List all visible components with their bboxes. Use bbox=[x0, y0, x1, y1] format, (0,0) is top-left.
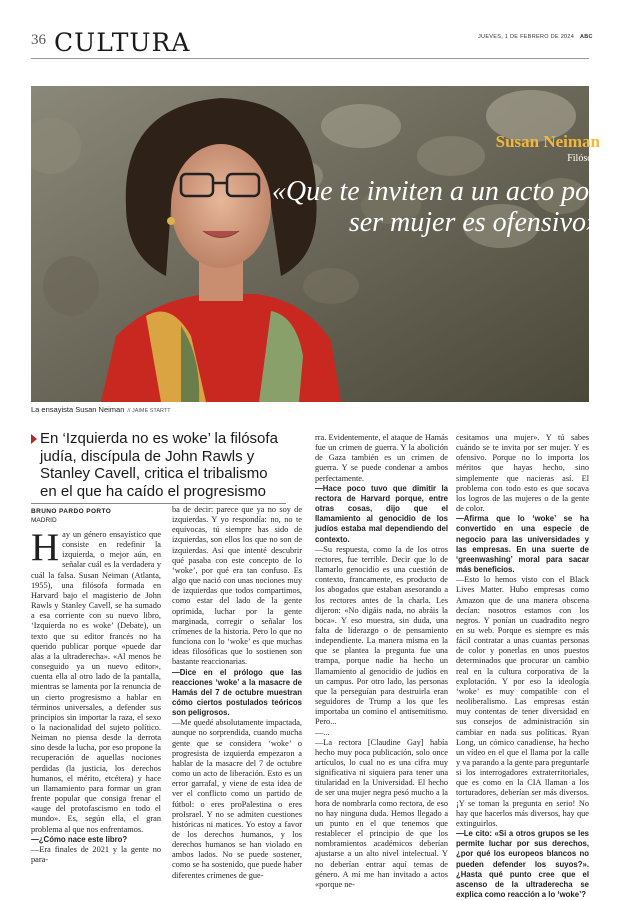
body-column-2 bbox=[172, 505, 302, 881]
interviewee-role: Filósofa bbox=[567, 153, 600, 164]
photo-credit: // JAIME STARTT bbox=[127, 408, 171, 414]
body-paragraph: —Era finales de 2021 y la gente no para- bbox=[31, 844, 161, 864]
drop-cap: H bbox=[31, 526, 60, 569]
name-overlay bbox=[496, 132, 600, 164]
photo-caption bbox=[31, 405, 171, 414]
brand-mark: ABC bbox=[579, 34, 593, 40]
caption-text: La ensayista Susan Neiman bbox=[31, 405, 125, 414]
body-paragraph: rra. Evidentemente, el ataque de Hamás fue un crimen de guerra. Y la abolición de Gaza también es un crimen de guerra. Y se puede condenar a ambos perfectamente. bbox=[315, 433, 448, 483]
body-column-1 bbox=[31, 526, 161, 865]
interview-question: —Le cito: «Si a otros grupos se les permite luchar por sus derechos, ¿por qué los europeos blancos no pueden defender los suyos?». ¿Hasta qué punto cree que el ascenso de la ultraderecha se explica como reacción a lo ‘woke’? bbox=[456, 829, 589, 900]
body-paragraph: ba de decir: parece que ya no soy de izquierdas. Y yo respondía: no, no te equivocas, tú siempre has sido de izquierdas, son ellos los que no son de izquierdas. Así que intenté descubrir qué pasaba con este concepto de lo ‘woke’, por qué era tan confuso. Es algo que nació con unas nociones muy de izquierdas que todos compartimos, como estar del lado de la gente oprimida, luchar por la gente marginada, corregir o señalar los crímenes de la historia. Pero lo que no funciona con lo ‘woke’ es que muchas ideas filosóficas que lo sostienen son bastante reaccionarias. bbox=[172, 505, 302, 667]
body-paragraph: —Esto lo hemos visto con el Black Lives Matter. Hubo empresas como Amazon que de una manera obscena decían: nosotros estamos con los negros. Y ponían un cuadradito negro en su web. Porque es siempre es más fácil contratar a unas cuantas personas de color y ponerlas en unos puestos determinados que procurar un cambio real en la cultura corporativa de la explotación. Y por eso la ideología ‘woke’ es muy compatible con el neoliberalismo. Las empresas están muy contentas de tener diversidad en sus consejos de administración sin cambiar en nada sus políticas. Ryan Long, un cómico canadiense, ha hecho un vídeo en el que el llama por la calle y va parando a la gente para preguntarle si los interrogadores extraterritoriales, que es como en la CIA llaman a los torturadores, deberían ser más diversos. ¡Y se toman la pregunta en serio! No hay que hacerlos más diversos, hay que extinguirlos. bbox=[456, 575, 589, 828]
location: MADRID bbox=[31, 517, 57, 524]
lead-arrow-icon bbox=[31, 434, 37, 444]
interview-question: —Dice en el prólogo que las reacciones ‘woke’ a la masacre de Hamás del 7 de octubre muestran cómo ciertos postulados teóricos son peligrosos. bbox=[172, 667, 302, 718]
body-paragraph: —Su respuesta, como la de los otros rectores, fue terrible. Decir que lo de llamarlo genocidio es una cuestión de contexto, francamente, es producto de los abogados que estaban asesorando a los rectores antes de la charla. Les dijeron: «No digáis nada, no abráis la boca». Y eso muestra, sin duda, una falta de liderazgo o de pensamiento independiente. La manera misma en la que se plantea la pregunta fue una trampa, porque nadie ha hecho un llamamiento al genocidio de judíos en un campus. Por otro lado, las personas que la perseguían para destruirla eran seguidores de Trump a los que les importaba un comino el antisemitismo. Pero... bbox=[315, 544, 448, 727]
body-column-4 bbox=[456, 433, 589, 900]
body-paragraph: ay un género ensayístico que consiste en redefinir la izquierda, o mejor aún, en señalar cuál es la verdadera y cuál la falsa. Susan Neiman (Atlanta, 1955), una filósofa formada en Harvard bajo el magisterio de John Rawls y Stanley Cavell, se ha sumado a esa corriente con su nuevo libro, ‘Izquierda no es woke’ (Debate), un texto que su editor francés no ha querido publicar porque «puede dar alas a la ultraderecha». «Al menos he conseguido ya un nuevo editor», cuenta ella al otro lado de la pantalla, mientras se lamenta por la renuncia de un cierto progresismo a hablar en términos universales, a defender sus principios sin importar la raza, el sexo o la nacionalidad del sujeto político. Neiman no piensa desde la derrota sino desde la lucha, por eso propone la recuperación de aquellas nociones perdidas (la justicia, los derechos humanos, el mérito, etcétera) y hace un llamamiento para formar un gran frente popular que consiga frenar el «auge del protofascismo en todo el mundo». Es, según ella, el gran problema al que nos enfrentamos. bbox=[31, 530, 161, 834]
article-lead bbox=[31, 430, 286, 500]
opening-paragraph bbox=[31, 526, 161, 835]
body-paragraph: —La rectora [Claudine Gay] había hecho muy poca publicación, solo once artículos, lo cual no es una cifra muy significativa ni siquiera para tener una titularidad en la Universidad. El hecho de ser una mujer negra pesó mucho a la hora de nombrarla como rectora, de eso no hay ninguna duda. Hemos llegado a un punto en el que tenemos que restablecer el principio de que los nombramientos académicos deberían ajustarse a un alto nivel intelectual. Y no deberían entrar aquí temas de género. A mí me han invitado a actos «porque ne- bbox=[315, 737, 448, 889]
body-paragraph: —... bbox=[315, 727, 330, 737]
byline: BRUNO PARDO PORTO bbox=[31, 508, 112, 515]
page-number: 36 bbox=[31, 32, 46, 48]
interview-question: —Hace poco tuvo que dimitir la rectora de Harvard porque, entre otras cosas, dijo que el llamamiento al genocidio de los judíos estaba mal dependiendo del contexto. bbox=[315, 483, 448, 544]
interviewee-name: Susan Neiman bbox=[495, 132, 600, 151]
lead-text: En ‘Izquierda no es woke’ la filósofa judía, discípula de John Rawls y Stanley Cavell, critica el tribalismo en el que ha caído el progresismo bbox=[40, 430, 278, 500]
dateline bbox=[478, 34, 593, 40]
body-paragraph: —Me quedé absolutamente impactada, aunque no sorprendida, cuando mucha gente que se considera ‘woke’ o progresista de izquierda empezaron a hablar de la masacre del 7 de octubre como un acto de liberación. Esto es un error garrafal, y viene de esta idea de ver el conflicto como un partido de fútbol: o eres proPalestina o eres proIsrael. Y no se admiten cuestiones históricas ni matices. Yo estoy a favor de los derechos humanos, y los derechos humanos se han violado en ambos lados. No se puede sostener, como se ha sostenido, que puede haber diferentes crímenes de gue- bbox=[172, 718, 302, 880]
body-paragraph: cesitamos una mujer». Y tú sabes cuándo se te invita por ser mujer. Y es ofensivo. Porque no lo importa los méritos que hayas hecho, sino simplemente que nacieras así. El problema con todo esto es que socava los logros de las mujeres o de la gente de color. bbox=[456, 433, 589, 514]
interview-question: —¿Cómo nace este libro? bbox=[31, 834, 128, 844]
interview-question: —Afirma que lo ‘woke’ se ha convertido en una especie de negocio para las universidades y las empresas. En una suerte de ‘greenwashing’ moral para sacar más beneficios. bbox=[456, 514, 589, 575]
lead-rule bbox=[31, 503, 286, 504]
header-rule bbox=[31, 58, 589, 59]
section-title: CULTURA bbox=[54, 28, 191, 57]
body-column-3 bbox=[315, 433, 448, 890]
headline-quote: «Que te inviten a un acto por ser mujer es ofensivo» bbox=[271, 176, 600, 238]
dateline-date: JUEVES, 1 DE FEBRERO DE 2024 bbox=[478, 34, 575, 40]
